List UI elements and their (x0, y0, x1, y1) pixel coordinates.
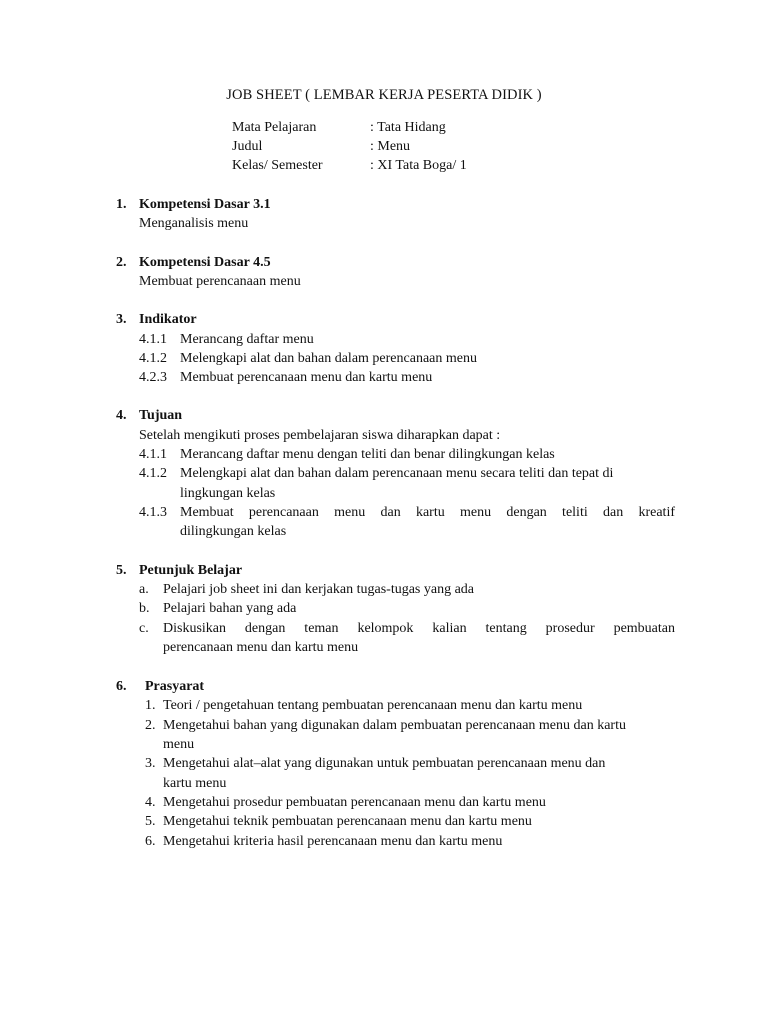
section-2-number: 2. (116, 255, 127, 270)
prasyarat-item-text: Mengetahui alat–alat yang digunakan untuk pembuatan perencanaan menu dan (163, 756, 606, 771)
tujuan-item-continuation: dilingkungan kelas (180, 524, 287, 539)
tujuan-item-text: Merancang daftar menu dengan teliti dan benar dilingkungan kelas (180, 447, 555, 462)
section-4-heading: Tujuan (139, 408, 183, 423)
indikator-item-text: Merancang daftar menu (180, 332, 314, 347)
section-6-heading: Prasyarat (145, 679, 205, 694)
section-5-heading: Petunjuk Belajar (139, 563, 243, 578)
tujuan-item-text: Melengkapi alat dan bahan dalam perencanaan menu secara teliti dan tepat di (180, 466, 614, 481)
prasyarat-item-number: 3. (145, 756, 156, 771)
petunjuk-item-text: Diskusikan dengan teman kelompok kalian tentang prosedur pembuatan (163, 621, 675, 636)
tujuan-item-continuation: lingkungan kelas (180, 486, 276, 501)
prasyarat-item-text: Mengetahui bahan yang digunakan dalam pembuatan perencanaan menu dan kartu (163, 718, 626, 733)
prasyarat-item-text: Mengetahui prosedur pembuatan perencanaan menu dan kartu menu (163, 795, 546, 810)
indikator-item-number: 4.1.2 (139, 351, 167, 366)
prasyarat-item-number: 1. (145, 698, 156, 713)
info-label-class: Kelas/ Semester (232, 158, 323, 173)
info-label-title: Judul (232, 139, 263, 154)
prasyarat-item-number: 6. (145, 834, 156, 849)
prasyarat-item-number: 2. (145, 718, 156, 733)
prasyarat-item-text: Teori / pengetahuan tentang pembuatan perencanaan menu dan kartu menu (163, 698, 583, 713)
tujuan-item-number: 4.1.3 (139, 505, 167, 520)
section-4-number: 4. (116, 408, 127, 423)
petunjuk-item-text: Pelajari bahan yang ada (163, 601, 297, 616)
tujuan-item-number: 4.1.2 (139, 466, 167, 481)
document-title: JOB SHEET ( LEMBAR KERJA PESERTA DIDIK ) (226, 87, 542, 103)
tujuan-item-text: Membuat perencanaan menu dan kartu menu dengan teliti dan kreatif (180, 505, 675, 520)
indikator-item-number: 4.1.1 (139, 332, 167, 347)
info-value-class: : XI Tata Boga/ 1 (370, 158, 467, 173)
section-1-number: 1. (116, 197, 127, 212)
indikator-item-text: Melengkapi alat dan bahan dalam perencanaan menu (180, 351, 477, 366)
section-4-intro: Setelah mengikuti proses pembelajaran siswa diharapkan dapat : (139, 428, 501, 443)
petunjuk-item-letter: c. (139, 621, 149, 636)
section-2-heading: Kompetensi Dasar 4.5 (139, 255, 271, 270)
prasyarat-item-number: 5. (145, 814, 156, 829)
section-1-heading: Kompetensi Dasar 3.1 (139, 197, 271, 212)
prasyarat-item-text: Mengetahui kriteria hasil perencanaan menu dan kartu menu (163, 834, 503, 849)
section-1-body: Menganalisis menu (139, 216, 249, 231)
prasyarat-item-continuation: kartu menu (163, 776, 227, 791)
petunjuk-item-letter: b. (139, 601, 150, 616)
section-3-heading: Indikator (139, 312, 197, 327)
prasyarat-item-continuation: menu (163, 737, 195, 752)
petunjuk-item-continuation: perencanaan menu dan kartu menu (163, 640, 359, 655)
section-3-number: 3. (116, 312, 127, 327)
prasyarat-item-number: 4. (145, 795, 156, 810)
petunjuk-item-letter: a. (139, 582, 149, 597)
info-value-subject: : Tata Hidang (370, 120, 446, 135)
tujuan-item-number: 4.1.1 (139, 447, 167, 462)
section-5-number: 5. (116, 563, 127, 578)
info-label-subject: Mata Pelajaran (232, 120, 317, 135)
petunjuk-item-text: Pelajari job sheet ini dan kerjakan tugas-tugas yang ada (163, 582, 475, 597)
indikator-item-text: Membuat perencanaan menu dan kartu menu (180, 370, 433, 385)
info-value-title: : Menu (370, 139, 411, 154)
section-6-number: 6. (116, 679, 127, 694)
prasyarat-item-text: Mengetahui teknik pembuatan perencanaan menu dan kartu menu (163, 814, 532, 829)
section-2-body: Membuat perencanaan menu (139, 274, 301, 289)
indikator-item-number: 4.2.3 (139, 370, 167, 385)
